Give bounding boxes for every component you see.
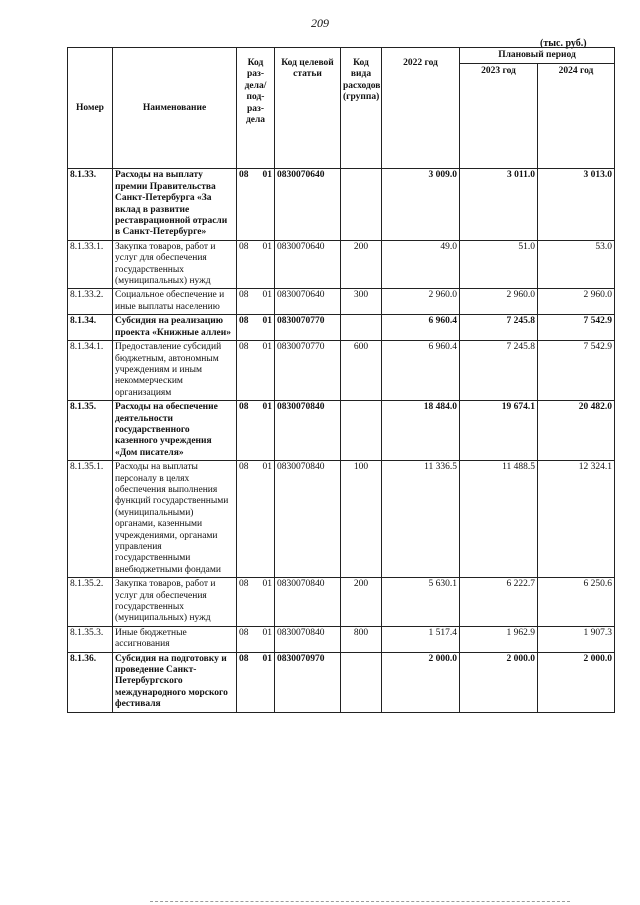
row-value-2023: 1 962.9: [460, 626, 538, 652]
row-value-2022: 1 517.4: [382, 626, 460, 652]
table-row: [68, 652, 615, 712]
row-name: Иные бюджетные ассигнования: [113, 626, 237, 652]
row-expense-type: 600: [341, 341, 382, 401]
row-value-2023: 2 000.0: [460, 652, 538, 712]
row-section: [237, 578, 275, 627]
row-subsection-code: 01: [262, 627, 272, 638]
row-target: 0830070640: [275, 240, 341, 289]
row-section: [237, 461, 275, 578]
table-row: [68, 169, 615, 240]
header-expense-type: Код вида расходов (группа): [341, 48, 382, 169]
row-section-code: 08: [239, 462, 249, 473]
table-row: [68, 401, 615, 461]
row-section-code: 08: [239, 241, 249, 252]
row-expense-type: 800: [341, 626, 382, 652]
row-target: 0830070840: [275, 626, 341, 652]
row-target: 0830070840: [275, 461, 341, 578]
header-name: Наименование: [113, 48, 237, 169]
row-number: 8.1.35.2.: [68, 578, 113, 627]
row-target: 0830070640: [275, 169, 341, 240]
row-number: 8.1.35.3.: [68, 626, 113, 652]
row-subsection-code: 01: [262, 402, 272, 413]
row-value-2022: 3 009.0: [382, 169, 460, 240]
row-expense-type: 300: [341, 289, 382, 315]
row-name: Закупка товаров, работ и услуг для обеспечения государственных (муниципальных) нужд: [113, 240, 237, 289]
row-value-2022: 49.0: [382, 240, 460, 289]
row-number: 8.1.33.: [68, 169, 113, 240]
row-value-2023: 51.0: [460, 240, 538, 289]
row-value-2024: 7 542.9: [538, 315, 615, 341]
row-expense-type: 200: [341, 578, 382, 627]
row-value-2023: 6 222.7: [460, 578, 538, 627]
footer-divider: [150, 901, 570, 903]
row-value-2024: 12 324.1: [538, 461, 615, 578]
row-section-code: 08: [239, 653, 249, 664]
header-section: Код раз-дела/ под-раз-дела: [237, 48, 275, 169]
row-subsection-code: 01: [262, 342, 272, 353]
row-name: Субсидия на подготовку и проведение Санкт-Петербургского международного морского фестиваля: [113, 652, 237, 712]
row-target: 0830070640: [275, 289, 341, 315]
row-name: Субсидия на реализацию проекта «Книжные аллеи»: [113, 315, 237, 341]
row-expense-type: [341, 652, 382, 712]
row-value-2024: 53.0: [538, 240, 615, 289]
row-section: [237, 652, 275, 712]
row-value-2022: 18 484.0: [382, 401, 460, 461]
row-value-2022: 5 630.1: [382, 578, 460, 627]
table-row: [68, 341, 615, 401]
row-section-code: 08: [239, 170, 249, 181]
row-name: Закупка товаров, работ и услуг для обеспечения государственных (муниципальных) нужд: [113, 578, 237, 627]
row-section-code: 08: [239, 627, 249, 638]
row-section-code: 08: [239, 579, 249, 590]
row-section: [237, 626, 275, 652]
row-section: [237, 169, 275, 240]
row-number: 8.1.33.1.: [68, 240, 113, 289]
row-value-2023: 7 245.8: [460, 315, 538, 341]
table-row: [68, 315, 615, 341]
row-value-2022: 6 960.4: [382, 315, 460, 341]
header-2023: 2023 год: [460, 64, 538, 169]
row-name: Расходы на выплаты персоналу в целях обеспечения выполнения функций государственными (муниципальными) органами, казенными учреждениями, органами управления государственными внебюджетными фондами: [113, 461, 237, 578]
row-subsection-code: 01: [262, 241, 272, 252]
row-target: 0830070840: [275, 401, 341, 461]
row-section: [237, 240, 275, 289]
header-2022: 2022 год: [382, 48, 460, 169]
row-section-code: 08: [239, 342, 249, 353]
row-target: 0830070770: [275, 315, 341, 341]
row-number: 8.1.34.: [68, 315, 113, 341]
header-plan-period: Плановый период: [460, 48, 615, 64]
row-subsection-code: 01: [262, 653, 272, 664]
row-section: [237, 315, 275, 341]
row-section-code: 08: [239, 402, 249, 413]
row-value-2024: 20 482.0: [538, 401, 615, 461]
row-value-2022: 11 336.5: [382, 461, 460, 578]
row-expense-type: 100: [341, 461, 382, 578]
budget-table: [67, 47, 615, 713]
row-target: 0830070970: [275, 652, 341, 712]
units-label: (тыс. руб.): [540, 38, 587, 49]
row-subsection-code: 01: [262, 462, 272, 473]
row-target: 0830070770: [275, 341, 341, 401]
row-name: Расходы на выплату премии Правительства Санкт-Петербурга «За вклад в развитие реставрационной отрасли в Санкт-Петербурге»: [113, 169, 237, 240]
row-value-2022: 6 960.4: [382, 341, 460, 401]
table-row: [68, 289, 615, 315]
row-name: Социальное обеспечение и иные выплаты населению: [113, 289, 237, 315]
row-value-2023: 2 960.0: [460, 289, 538, 315]
row-value-2023: 3 011.0: [460, 169, 538, 240]
row-name: Расходы на обеспечение деятельности государственного казенного учреждения «Дом писателя»: [113, 401, 237, 461]
row-section: [237, 401, 275, 461]
row-subsection-code: 01: [262, 170, 272, 181]
row-value-2024: 2 000.0: [538, 652, 615, 712]
row-value-2022: 2 960.0: [382, 289, 460, 315]
row-subsection-code: 01: [262, 579, 272, 590]
row-section-code: 08: [239, 290, 249, 301]
row-value-2023: 7 245.8: [460, 341, 538, 401]
header-2024: 2024 год: [538, 64, 615, 169]
table-row: [68, 461, 615, 578]
table-row: [68, 240, 615, 289]
row-subsection-code: 01: [262, 316, 272, 327]
header-target: Код целевой статьи: [275, 48, 341, 169]
row-number: 8.1.36.: [68, 652, 113, 712]
row-value-2024: 6 250.6: [538, 578, 615, 627]
table-body: [68, 169, 615, 712]
table-row: [68, 626, 615, 652]
row-value-2022: 2 000.0: [382, 652, 460, 712]
row-subsection-code: 01: [262, 290, 272, 301]
row-value-2024: 3 013.0: [538, 169, 615, 240]
row-value-2024: 7 542.9: [538, 341, 615, 401]
row-value-2024: 1 907.3: [538, 626, 615, 652]
page-number: 209: [311, 16, 329, 30]
row-name: Предоставление субсидий бюджетным, автономным учреждениям и иным некоммерческим организациям: [113, 341, 237, 401]
row-section-code: 08: [239, 316, 249, 327]
row-section: [237, 341, 275, 401]
header-number: Номер: [68, 48, 113, 169]
row-number: 8.1.33.2.: [68, 289, 113, 315]
row-section: [237, 289, 275, 315]
row-target: 0830070840: [275, 578, 341, 627]
row-expense-type: 200: [341, 240, 382, 289]
row-value-2023: 11 488.5: [460, 461, 538, 578]
table-row: [68, 578, 615, 627]
row-number: 8.1.35.: [68, 401, 113, 461]
row-value-2024: 2 960.0: [538, 289, 615, 315]
row-expense-type: [341, 401, 382, 461]
row-value-2023: 19 674.1: [460, 401, 538, 461]
row-expense-type: [341, 169, 382, 240]
row-expense-type: [341, 315, 382, 341]
row-number: 8.1.34.1.: [68, 341, 113, 401]
row-number: 8.1.35.1.: [68, 461, 113, 578]
